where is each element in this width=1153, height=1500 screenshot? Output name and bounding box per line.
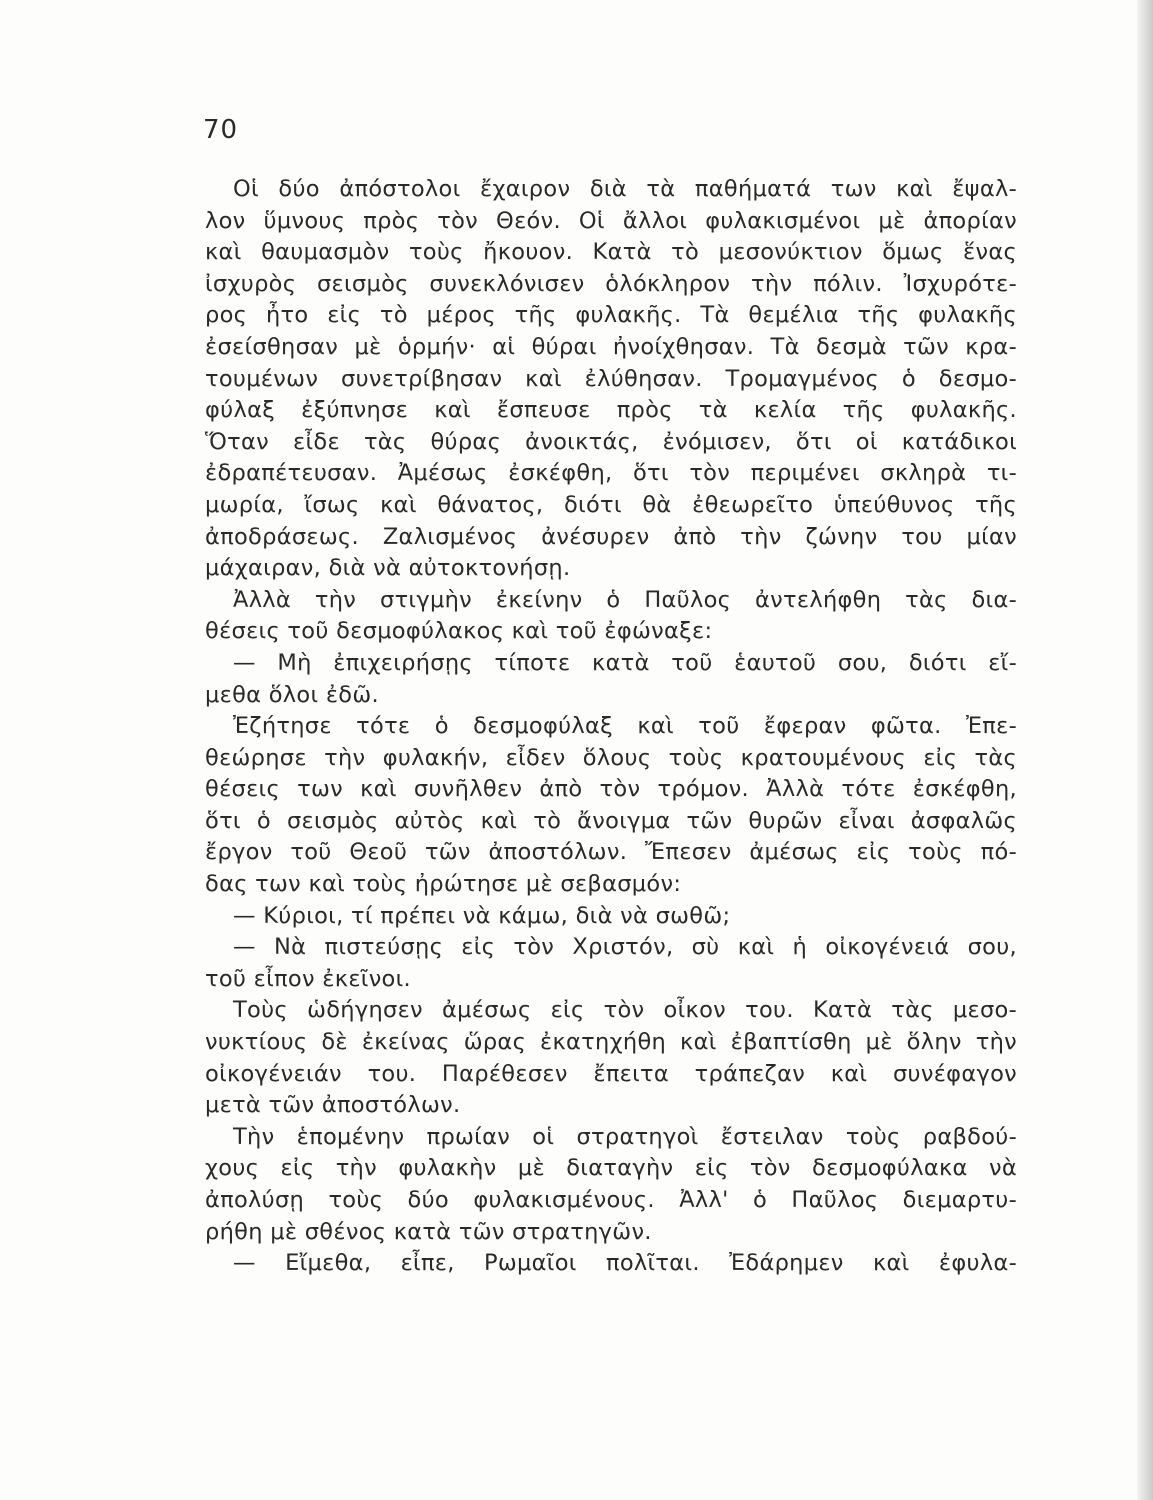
text-line: θέσεις τοῦ δεσμοφύλακος καὶ τοῦ ἐφώναξε: — [205, 618, 713, 645]
text-line: λον ὕμνους πρὸς τὸν Θεόν. Οἱ ἄλλοι φυλακισμένοι μὲ ἀπορίαν — [205, 207, 1017, 234]
text-line: ἰσχυρὸς σεισμὸς συνεκλόνισεν ὁλόκληρον τὴν πόλιν. Ἰσχυρότε- — [205, 270, 1017, 297]
text-line: θεώρησε τὴν φυλακήν, εἶδεν ὅλους τοὺς κρατουμένους εἰς τὰς — [205, 744, 1017, 771]
text-line: — Εἴμεθα, εἶπε, Ρωμαῖοι πολῖται. Ἐδάρημεν καὶ ἐφυλα- — [233, 1250, 1017, 1277]
text-line: Ἀλλὰ τὴν στιγμὴν ἐκείνην ὁ Παῦλος ἀντελήφθη τὰς δια- — [233, 586, 1017, 613]
text-line: φύλαξ ἐξύπνησε καὶ ἔσπευσε πρὸς τὰ κελία τῆς φυλακῆς. — [205, 397, 1017, 424]
text-line: ἀποδράσεως. Ζαλισμένος ἀνέσυρεν ἀπὸ τὴν ζώνην του μίαν — [205, 523, 1017, 550]
text-line: μετὰ τῶν ἀποστόλων. — [205, 1092, 461, 1119]
text-line: Ὅταν εἶδε τὰς θύρας ἀνοικτάς, ἐνόμισεν, ὅτι οἱ κατάδικοι — [205, 428, 1017, 455]
text-line: οἰκογένειάν του. Παρέθεσεν ἔπειτα τράπεζαν καὶ συνέφαγον — [205, 1060, 1017, 1087]
text-line: μεθα ὅλοι ἐδῶ. — [205, 681, 379, 708]
text-line: ρήθη μὲ σθένος κατὰ τῶν στρατηγῶν. — [205, 1218, 652, 1245]
text-line: ἔργον τοῦ Θεοῦ τῶν ἀποστόλων. Ἔπεσεν ἀμέσως εἰς τοὺς πό- — [205, 839, 1017, 866]
text-line: δας των καὶ τοὺς ἠρώτησε μὲ σεβασμόν: — [205, 871, 682, 898]
text-line: καὶ θαυμασμὸν τοὺς ἤκουον. Κατὰ τὸ μεσονύκτιον ὅμως ἕνας — [205, 239, 1017, 266]
text-line: ἀπολύσῃ τοὺς δύο φυλακισμένους. Ἀλλ' ὁ Παῦλος διεμαρτυ- — [205, 1187, 1017, 1213]
text-line: μωρία, ἴσως καὶ θάνατος, διότι θὰ ἐθεωρεῖτο ὑπεύθυνος τῆς — [205, 491, 1017, 518]
text-line: ἐσείσθησαν μὲ ὁρμήν· αἱ θύραι ἠνοίχθησαν. Τὰ δεσμὰ τῶν κρα- — [205, 333, 1017, 360]
text-line: χους εἰς τὴν φυλακὴν μὲ διαταγὴν εἰς τὸν δεσμοφύλακα νὰ — [205, 1155, 1017, 1182]
text-line: ρος ἦτο εἰς τὸ μέρος τῆς φυλακῆς. Τὰ θεμέλια τῆς φυλακῆς — [205, 302, 1017, 329]
text-line: τοῦ εἶπον ἐκεῖνοι. — [205, 965, 411, 992]
text-line: — Κύριοι, τί πρέπει νὰ κάμω, διὰ νὰ σωθῶ; — [233, 902, 731, 929]
page-edge-shadow — [1137, 0, 1153, 1500]
text-line: Τοὺς ὡδήγησεν ἀμέσως εἰς τὸν οἶκον του. Κατὰ τὰς μεσο- — [233, 997, 1017, 1024]
page-number: 70 — [203, 115, 239, 145]
text-line: Οἱ δύο ἀπόστολοι ἔχαιρον διὰ τὰ παθήματά των καὶ ἔψαλ- — [233, 176, 1017, 202]
text-line: θέσεις των καὶ συνῆλθεν ἀπὸ τὸν τρόμον. Ἀλλὰ τότε ἐσκέφθη, — [205, 776, 1017, 803]
text-line: — Μὴ ἐπιχειρήσῃς τίποτε κατὰ τοῦ ἑαυτοῦ σου, διότι εἴ- — [233, 649, 1017, 676]
text-line: Ἐζήτησε τότε ὁ δεσμοφύλαξ καὶ τοῦ ἔφεραν φῶτα. Ἐπε- — [233, 713, 1017, 740]
body-text — [205, 174, 1017, 1280]
text-line: Τὴν ἑπομένην πρωίαν οἱ στρατηγοὶ ἔστειλαν τοὺς ραβδού- — [233, 1123, 1017, 1150]
text-line: μάχαιραν, διὰ νὰ αὐτοκτονήσῃ. — [205, 555, 571, 582]
text-line: ἐδραπέτευσαν. Ἀμέσως ἐσκέφθη, ὅτι τὸν περιμένει σκληρὰ τι- — [205, 460, 1017, 487]
text-line: — Νὰ πιστεύσῃς εἰς τὸν Χριστόν, σὺ καὶ ἡ οἰκογένειά σου, — [233, 934, 1017, 961]
text-line: νυκτίους δὲ ἐκείνας ὥρας ἐκατηχήθη καὶ ἐβαπτίσθη μὲ ὅλην τὴν — [205, 1029, 1017, 1056]
text-line: τουμένων συνετρίβησαν καὶ ἐλύθησαν. Τρομαγμένος ὁ δεσμο- — [205, 365, 1017, 392]
text-line: ὅτι ὁ σεισμὸς αὐτὸς καὶ τὸ ἄνοιγμα τῶν θυρῶν εἶναι ἀσφαλῶς — [205, 807, 1017, 834]
